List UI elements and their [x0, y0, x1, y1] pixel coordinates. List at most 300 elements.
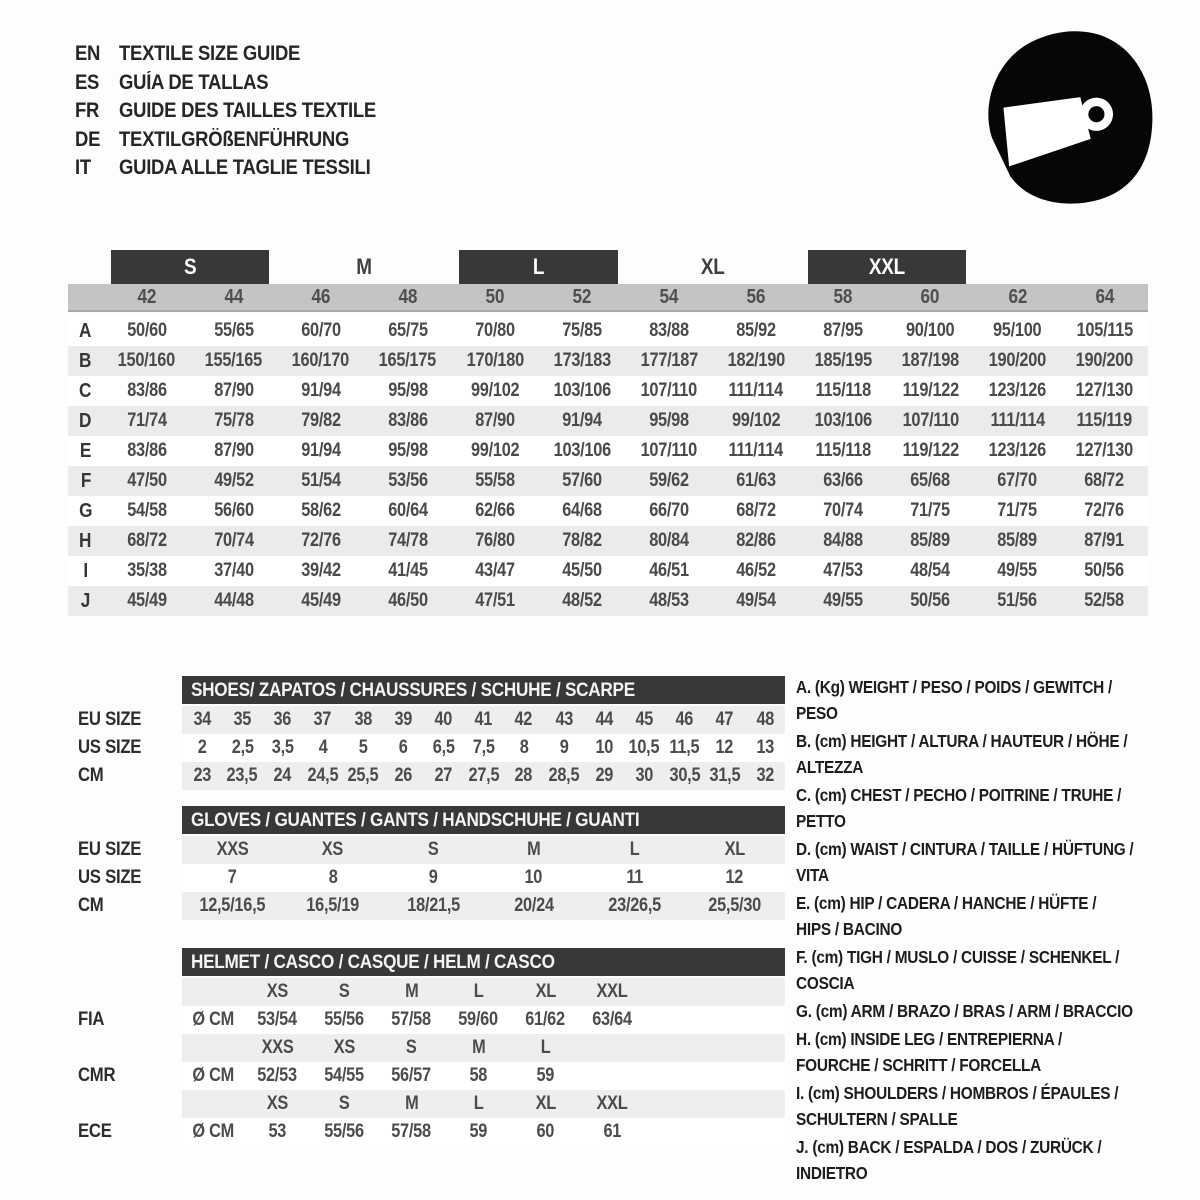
size-cell-text: 91/94: [300, 440, 341, 461]
size-cell-text: 115/118: [815, 380, 871, 401]
size-cell: [451, 556, 538, 586]
strip-cell: [222, 765, 262, 787]
size-cell-text: 64/68: [562, 500, 602, 521]
strip-cell-text: L: [629, 839, 640, 860]
gloves-rows: [60, 836, 785, 920]
size-cell-text: 83/86: [126, 440, 167, 461]
size-cell: [451, 406, 538, 436]
size-cell-text: 76/80: [475, 530, 515, 551]
strip-cell: [504, 765, 544, 787]
size-cell-text: 48/54: [910, 560, 951, 581]
size-band-cell-text: 48: [398, 285, 418, 308]
size-cell-text: 65/68: [910, 470, 951, 491]
language-code: [75, 99, 119, 123]
language-code: [75, 42, 119, 66]
size-cell-text: 103/106: [814, 410, 872, 431]
size-cell-text: 65/75: [387, 320, 428, 341]
size-cell: [1061, 436, 1148, 466]
size-cell: [451, 526, 538, 556]
size-cell: [887, 466, 974, 496]
size-cell: [190, 376, 277, 406]
strip-cell: [244, 1009, 311, 1031]
size-cell-text: 71/75: [910, 500, 951, 521]
size-cell-text: 80/84: [649, 530, 689, 551]
strip-cell-text: 36: [273, 709, 292, 730]
strip-cell-text: 47: [715, 709, 734, 730]
strip-cell-text: 5: [358, 737, 368, 758]
strip-cell: [383, 895, 484, 917]
size-cell: [713, 556, 800, 586]
size-cell: [713, 466, 800, 496]
size-row: [68, 316, 1148, 346]
size-cell: [626, 556, 713, 586]
strip-cell: [584, 895, 685, 917]
strip-cell: [222, 709, 262, 731]
strip-cell: [685, 867, 786, 889]
strip-cell-text: XL: [535, 981, 556, 1002]
size-band-cell-text: 50: [485, 285, 505, 308]
strip-cell: [624, 765, 664, 787]
row-letter: [68, 496, 103, 526]
size-cell: [713, 316, 800, 346]
strip-cell-text: 35: [233, 709, 252, 730]
size-cell-text: 45/50: [562, 560, 602, 581]
size-cell: [451, 436, 538, 466]
strip-cell: [182, 839, 283, 861]
size-cell-text: 87/91: [1084, 530, 1125, 551]
table-row: [60, 734, 785, 762]
row-letter: [68, 436, 103, 466]
size-cell: [277, 526, 364, 556]
size-cell-text: 46/51: [649, 560, 689, 581]
strip-cell: [182, 709, 222, 731]
strip-cell-text: M: [404, 981, 419, 1002]
strip-cell: [512, 1093, 579, 1115]
size-cell: [800, 406, 887, 436]
size-cell: [538, 496, 625, 526]
size-cell-text: 83/86: [126, 380, 167, 401]
strip-cell-text: 24: [273, 765, 292, 786]
row-letter-text: C: [79, 379, 92, 402]
size-cell: [713, 376, 800, 406]
size-cell: [800, 316, 887, 346]
size-cell-text: 47/51: [475, 590, 515, 611]
size-cell-text: 45/49: [126, 590, 167, 611]
size-cell: [190, 496, 277, 526]
strip-cell-text: 43: [555, 709, 573, 730]
size-cell-text: 58/62: [300, 500, 341, 521]
size-cell-text: 82/86: [736, 530, 776, 551]
size-cell-text: 123/126: [988, 440, 1046, 461]
strip-cell: [182, 737, 222, 759]
size-band-cell: [538, 284, 625, 310]
size-row: [68, 376, 1148, 406]
gloves-section: [60, 806, 785, 920]
size-cell-text: 95/98: [649, 410, 689, 431]
strip-cell-text: XXS: [261, 1037, 294, 1058]
measurement-legend: [796, 674, 1181, 1188]
size-cell-text: 66/70: [649, 500, 689, 521]
language-code: [75, 156, 119, 180]
size-cell-text: 47/53: [823, 560, 863, 581]
size-cell: [538, 556, 625, 586]
strip-cell: [182, 1065, 244, 1087]
strip-cell: [311, 1065, 378, 1087]
size-group-label: [626, 250, 800, 284]
size-cell: [451, 496, 538, 526]
size-cell: [800, 496, 887, 526]
size-cell-text: 85/89: [910, 530, 951, 551]
size-row: [68, 406, 1148, 436]
size-cell-text: 79/82: [300, 410, 341, 431]
size-group-row: [68, 250, 1148, 284]
strip-cell-text: 57/58: [391, 1121, 432, 1142]
legend-item: [796, 728, 1181, 780]
size-strip: [182, 1090, 785, 1118]
size-cell-text: 60/70: [300, 320, 341, 341]
table-row: [60, 1090, 785, 1118]
strip-cell: [378, 1009, 445, 1031]
row-letter-text: B: [79, 349, 92, 372]
size-cell: [800, 466, 887, 496]
strip-cell-text: XS: [266, 1093, 289, 1114]
language-title-text: GUÍA DE TALLAS: [119, 70, 269, 94]
size-cell: [103, 316, 190, 346]
size-cell: [713, 346, 800, 376]
size-cell: [974, 436, 1061, 466]
strip-cell: [705, 737, 745, 759]
shoes-rows: [60, 706, 785, 790]
size-cell-text: 127/130: [1075, 380, 1134, 401]
strip-cell-text: 54/55: [324, 1065, 365, 1086]
row-label-text: US SIZE: [78, 737, 142, 758]
strip-cell-text: 9: [428, 867, 438, 888]
language-code-text: FR: [75, 99, 100, 123]
size-cell-text: 48/52: [562, 590, 602, 611]
size-cell: [103, 556, 190, 586]
size-strip: [182, 1118, 785, 1146]
strip-cell-text: 61: [603, 1121, 622, 1142]
strip-cell: [584, 737, 624, 759]
size-cell: [364, 406, 451, 436]
strip-cell: [303, 737, 343, 759]
strip-cell-text: S: [339, 1093, 350, 1114]
size-cell: [538, 346, 625, 376]
size-group-label: [277, 250, 451, 284]
strip-cell: [664, 765, 704, 787]
strip-cell: [664, 737, 704, 759]
size-cell: [364, 496, 451, 526]
strip-cell: [378, 1121, 445, 1143]
size-cell-text: 74/78: [387, 530, 428, 551]
size-cell: [626, 496, 713, 526]
strip-cell-text: 27: [434, 765, 453, 786]
size-cell: [190, 346, 277, 376]
row-label: [60, 1090, 182, 1118]
strip-cell-text: 10: [595, 737, 613, 758]
language-list: [75, 40, 411, 183]
strip-cell: [182, 765, 222, 787]
strip-cell-text: 27,5: [468, 765, 499, 786]
row-letter: [68, 316, 103, 346]
strip-cell: [512, 1121, 579, 1143]
strip-cell-text: S: [339, 981, 350, 1002]
size-cell: [626, 376, 713, 406]
legend-item: [796, 1134, 1181, 1186]
strip-cell-text: 58: [469, 1065, 488, 1086]
strip-cell-text: XS: [333, 1037, 356, 1058]
size-cell-text: 57/60: [562, 470, 602, 491]
strip-cell-text: 28: [514, 765, 533, 786]
size-cell: [451, 376, 538, 406]
legend-item-text: B. (cm) HEIGHT / ALTURA / HAUTEUR / HÖHE / ALTEZZA: [796, 731, 1128, 777]
size-cell: [538, 376, 625, 406]
strip-cell-text: 41: [474, 709, 493, 730]
size-cell: [887, 556, 974, 586]
strip-cell: [745, 737, 785, 759]
size-cell: [626, 346, 713, 376]
strip-cell: [463, 737, 503, 759]
size-cell-text: 173/183: [553, 350, 611, 371]
legend-item-text: A. (Kg) WEIGHT / PESO / POIDS / GEWITCH / PESO: [796, 677, 1113, 723]
strip-cell: [378, 1037, 445, 1059]
size-cell-text: 47/50: [126, 470, 167, 491]
size-cell-text: 71/74: [126, 410, 167, 431]
strip-cell: [445, 1009, 512, 1031]
table-row: [60, 1034, 785, 1062]
row-label: [60, 892, 182, 920]
language-item: [75, 154, 411, 183]
strip-cell-text: 55/56: [324, 1121, 365, 1142]
row-label: [60, 864, 182, 892]
strip-cell: [423, 765, 463, 787]
size-strip: [182, 836, 785, 864]
strip-cell: [383, 867, 484, 889]
size-row: [68, 436, 1148, 466]
strip-cell-text: XL: [535, 1093, 556, 1114]
strip-cell: [705, 709, 745, 731]
size-cell-text: 185/195: [814, 350, 872, 371]
legend-item-text: I. (cm) SHOULDERS / HOMBROS / ÉPAULES / SCHULTERN / SPALLE: [796, 1083, 1119, 1129]
size-cell: [103, 376, 190, 406]
size-cell: [800, 346, 887, 376]
strip-cell: [303, 765, 343, 787]
size-group-cell: [103, 250, 277, 284]
row-label: [60, 1118, 182, 1146]
size-cell-text: 119/122: [902, 380, 959, 401]
size-cell-text: 90/100: [906, 320, 955, 341]
size-cell-text: 111/114: [728, 440, 784, 461]
shoes-title: SHOES/ ZAPATOS / CHAUSSURES / SCHUHE / SCARPE: [191, 678, 635, 701]
strip-cell: [244, 1121, 311, 1143]
strip-cell: [745, 765, 785, 787]
strip-cell-text: 52/53: [257, 1065, 298, 1086]
strip-cell: [262, 737, 302, 759]
table-row: [60, 706, 785, 734]
strip-cell-text: M: [404, 1093, 419, 1114]
size-cell-text: 68/72: [126, 530, 167, 551]
size-cell: [190, 406, 277, 436]
row-label-text: US SIZE: [78, 867, 142, 888]
strip-cell-text: 39: [394, 709, 412, 730]
size-cell: [103, 436, 190, 466]
row-letter: [68, 556, 103, 586]
size-row: [68, 586, 1148, 616]
size-cell-text: 49/55: [997, 560, 1038, 581]
size-cell-text: 46/52: [736, 560, 776, 581]
size-cell: [887, 526, 974, 556]
strip-cell-text: 10,5: [628, 737, 660, 758]
strip-cell: [182, 895, 283, 917]
size-cell: [364, 376, 451, 406]
size-cell: [364, 586, 451, 616]
size-cell: [1061, 406, 1148, 436]
size-group-label-text: M: [356, 254, 372, 279]
size-cell: [800, 586, 887, 616]
size-cell-text: 187/198: [901, 350, 959, 371]
size-cell-text: 49/54: [736, 590, 776, 611]
size-cell: [277, 316, 364, 346]
size-cell-text: 95/98: [387, 380, 428, 401]
size-cell-text: 50/56: [910, 590, 951, 611]
legend-item-text: C. (cm) CHEST / PECHO / POITRINE / TRUHE / PETTO: [796, 785, 1122, 831]
gloves-header-bar: [182, 806, 785, 834]
strip-cell: [685, 839, 786, 861]
strip-cell-text: 20/24: [513, 895, 554, 916]
size-cell: [538, 586, 625, 616]
strip-cell: [544, 765, 584, 787]
strip-cell-text: Ø CM: [192, 1009, 234, 1030]
size-cell-text: 87/90: [213, 440, 254, 461]
row-letter-text: A: [79, 319, 92, 342]
size-group-cell: [277, 250, 451, 284]
language-item: [75, 69, 411, 98]
strip-cell: [303, 709, 343, 731]
size-cell-text: 55/65: [213, 320, 254, 341]
strip-cell: [705, 765, 745, 787]
strip-cell: [504, 709, 544, 731]
main-size-table: [68, 250, 1148, 616]
size-cell-text: 165/175: [379, 350, 437, 371]
strip-cell-text: 9: [559, 737, 569, 758]
size-cell: [190, 466, 277, 496]
row-letter-text: J: [80, 589, 91, 612]
size-cell-text: 123/126: [988, 380, 1046, 401]
size-cell: [713, 406, 800, 436]
strip-cell-text: 24,5: [307, 765, 339, 786]
size-cell-text: 84/88: [823, 530, 863, 551]
legend-item: [796, 890, 1181, 942]
size-cell-text: 190/200: [988, 350, 1046, 371]
size-cell-text: 115/118: [815, 440, 871, 461]
size-cell: [626, 466, 713, 496]
size-strip: [182, 864, 785, 892]
table-row: [60, 864, 785, 892]
language-code-text: EN: [75, 42, 101, 66]
size-cell: [1061, 346, 1148, 376]
strip-cell: [584, 867, 685, 889]
size-cell: [451, 586, 538, 616]
size-cell: [974, 496, 1061, 526]
strip-cell: [745, 709, 785, 731]
strip-cell: [584, 765, 624, 787]
size-cell-text: 71/75: [997, 500, 1038, 521]
table-row: [60, 836, 785, 864]
strip-cell: [378, 981, 445, 1003]
size-cell-text: 51/54: [300, 470, 341, 491]
size-cell-text: 111/114: [728, 380, 784, 401]
legend-item-text: G. (cm) ARM / BRAZO / BRAS / ARM / BRACCIO: [796, 1001, 1133, 1021]
strip-cell: [283, 867, 384, 889]
strip-cell-text: 53/54: [257, 1009, 298, 1030]
size-cell-text: 107/110: [640, 380, 698, 401]
size-cell-text: 46/50: [387, 590, 428, 611]
language-code-text: DE: [75, 127, 101, 151]
helmet-header-bar: [182, 948, 785, 976]
size-cell: [190, 556, 277, 586]
size-cell: [1061, 526, 1148, 556]
strip-cell: [311, 1093, 378, 1115]
strip-cell-text: 34: [193, 709, 211, 730]
strip-cell-text: 37: [313, 709, 332, 730]
size-cell: [1061, 376, 1148, 406]
size-cell-text: 78/82: [562, 530, 602, 551]
strip-cell-text: 61/62: [525, 1009, 566, 1030]
strip-cell-text: 3,5: [271, 737, 294, 758]
size-cell-text: 119/122: [902, 440, 959, 461]
strip-cell-text: 23: [193, 765, 211, 786]
size-cell: [626, 406, 713, 436]
size-strip: [182, 892, 785, 920]
size-cell-text: 127/130: [1075, 440, 1134, 461]
size-cell-text: 160/170: [292, 350, 350, 371]
size-cell-text: 59/62: [649, 470, 689, 491]
strip-cell-text: 6: [398, 737, 408, 758]
strip-cell: [378, 1093, 445, 1115]
size-cell-text: 53/56: [387, 470, 428, 491]
language-item: [75, 126, 411, 155]
row-label: [60, 836, 182, 864]
size-cell-text: 115/119: [1076, 410, 1133, 431]
size-cell: [800, 376, 887, 406]
size-band-cell-text: 54: [659, 285, 679, 308]
size-cell-text: 41/45: [387, 560, 428, 581]
strip-cell-text: 30,5: [669, 765, 700, 786]
strip-cell: [445, 1037, 512, 1059]
strip-cell-text: XS: [322, 839, 344, 860]
size-cell-text: 50/56: [1084, 560, 1125, 581]
size-cell: [713, 586, 800, 616]
strip-cell-text: 57/58: [391, 1009, 432, 1030]
strip-cell-text: 23,5: [226, 765, 258, 786]
size-cell: [626, 436, 713, 466]
strip-cell-text: 10: [524, 867, 543, 888]
size-cell: [626, 586, 713, 616]
strip-cell: [343, 737, 383, 759]
size-cell: [364, 346, 451, 376]
row-letter: [68, 466, 103, 496]
strip-cell-text: 31,5: [709, 765, 741, 786]
strip-cell-text: 60: [536, 1121, 555, 1142]
size-cell-text: 50/60: [126, 320, 167, 341]
shoes-section: [60, 676, 785, 790]
language-title: [119, 128, 380, 152]
size-cell: [538, 406, 625, 436]
row-label: [60, 706, 182, 734]
size-group-cell: [800, 250, 974, 284]
strip-cell-text: 26: [394, 765, 412, 786]
size-cell-text: 48/53: [649, 590, 689, 611]
